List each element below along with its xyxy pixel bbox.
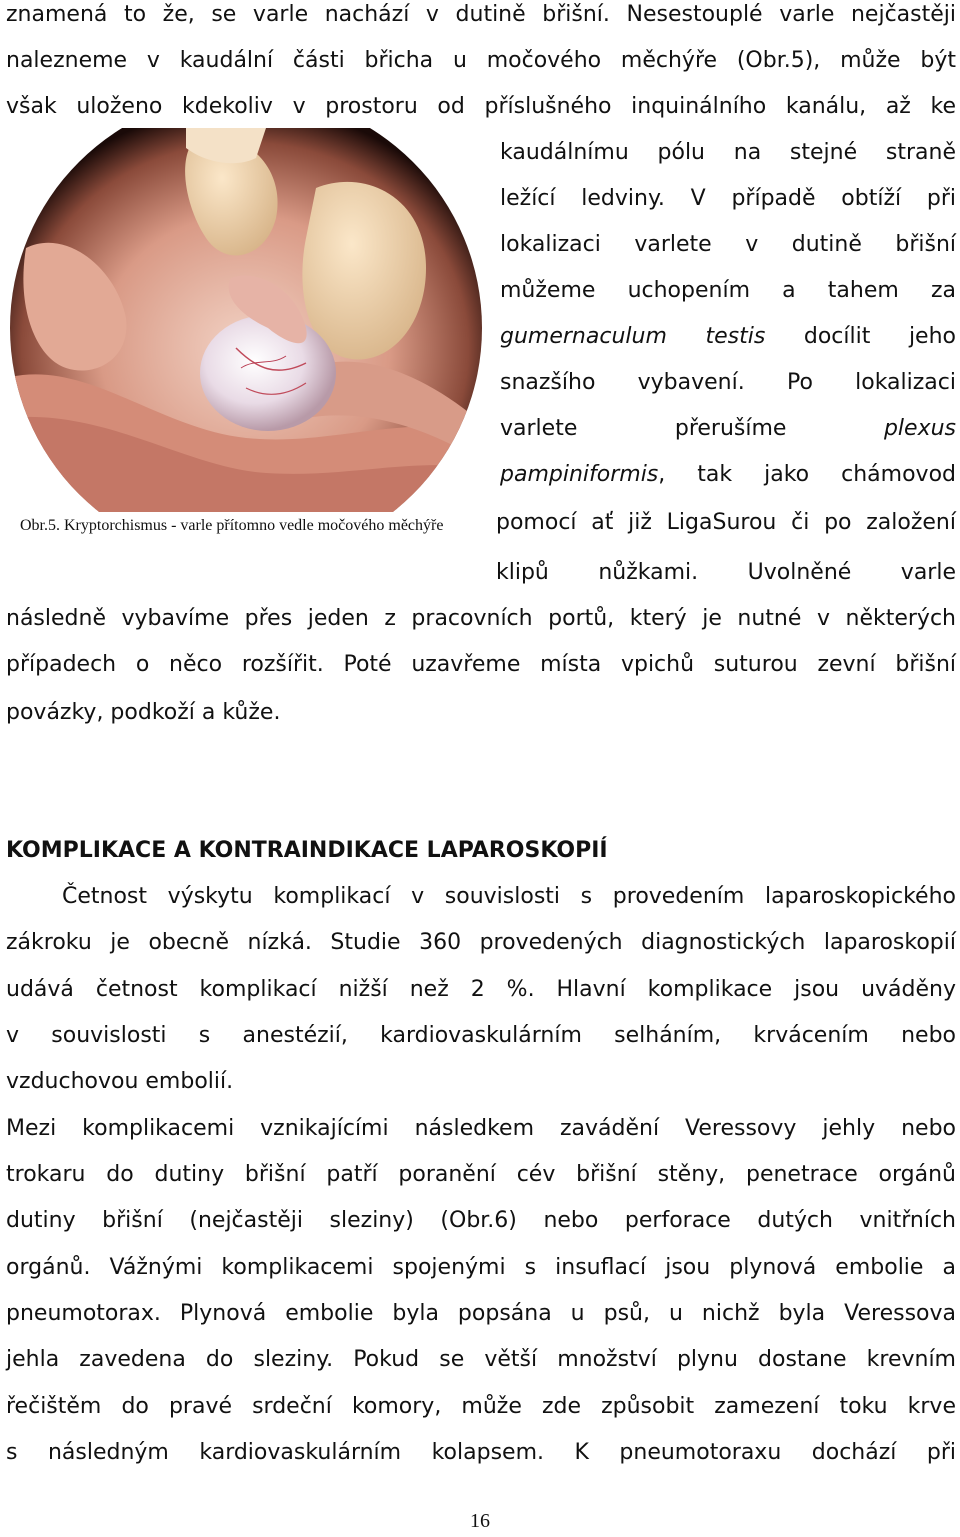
text-line: s následným kardiovaskulárním kolapsem. K pneumotoraxu dochází při xyxy=(6,1440,956,1465)
text-line: vzduchovou embolií. xyxy=(6,1069,234,1094)
text-line: ležící ledviny. V případě obtíží při xyxy=(500,186,956,211)
text-line: znamená to že, se varle nachází v dutině břišní. Nesestouplé varle nejčastěji xyxy=(6,2,956,27)
text-line: udává četnost komplikací nižší než 2 %. Hlavní komplikace jsou uváděny xyxy=(6,977,956,1002)
text-line: můžeme uchopením a tahem za xyxy=(500,278,956,303)
section-heading: KOMPLIKACE A KONTRAINDIKACE LAPAROSKOPIÍ xyxy=(6,838,608,863)
text-line: případech o něco rozšířit. Poté uzavřeme místa vpichů suturou zevní břišní xyxy=(6,652,956,677)
italic-term: gumernaculum testis xyxy=(500,324,766,349)
text-line: řečištěm do pravé srdeční komory, může zde způsobit zamezení toku krve xyxy=(6,1394,956,1419)
text-line: povázky, podkoží a kůže. xyxy=(6,700,281,725)
text-line: varlete přerušíme plexus xyxy=(500,416,957,441)
figure-caption: Obr.5. Kryptorchismus - varle přítomno vedle močového měchýře xyxy=(20,517,444,534)
text-line: pneumotorax. Plynová embolie byla popsána u psů, u nichž byla Veressova xyxy=(6,1301,956,1326)
text-line: však uloženo kdekoliv v prostoru od příslušného inquinálního kanálu, až ke xyxy=(6,94,956,119)
text-line: gumernaculum testis docílit jeho xyxy=(500,324,956,349)
text-line: v souvislosti s anestézií, kardiovaskulárním selháním, krvácením nebo xyxy=(6,1023,956,1048)
page-number: 16 xyxy=(470,1510,490,1532)
text-line: jehla zavedena do sleziny. Pokud se větší množství plynu dostane krevním xyxy=(6,1347,956,1372)
italic-term: pampiniformis xyxy=(500,462,659,487)
text-line: klipů nůžkami. Uvolněné varle xyxy=(496,560,956,585)
text-line: kaudálnímu pólu na stejné straně xyxy=(500,140,956,165)
text-line: následně vybavíme přes jeden z pracovních portů, který je nutné v některých xyxy=(6,606,956,631)
endoscopic-figure xyxy=(6,128,484,512)
text-line: dutiny břišní (nejčastěji sleziny) (Obr.6) nebo perforace dutých vnitřních xyxy=(6,1208,956,1233)
text-line: zákroku je obecně nízká. Studie 360 provedených diagnostických laparoskopií xyxy=(6,930,956,955)
text-line: Četnost výskytu komplikací v souvislosti s provedením laparoskopického xyxy=(62,884,956,909)
text-line: trokaru do dutiny břišní patří poranění cév břišní stěny, penetrace orgánů xyxy=(6,1162,956,1187)
text-line: nalezneme v kaudální části břicha u močového měchýře (Obr.5), může být xyxy=(6,48,956,73)
text-line: Mezi komplikacemi vznikajícími následkem zavádění Veressovy jehly nebo xyxy=(6,1116,956,1141)
endoscopy-image xyxy=(6,128,484,512)
italic-term: plexus xyxy=(883,416,957,441)
text-line: pomocí ať již LigaSurou či po založení xyxy=(496,510,956,535)
text-line: pampiniformis, tak jako chámovod xyxy=(500,462,956,487)
text-line: snazšího vybavení. Po lokalizaci xyxy=(500,370,956,395)
text-line: orgánů. Vážnými komplikacemi spojenými s insuflací jsou plynová embolie a xyxy=(6,1255,956,1280)
text-line: lokalizaci varlete v dutině břišní xyxy=(500,232,956,257)
